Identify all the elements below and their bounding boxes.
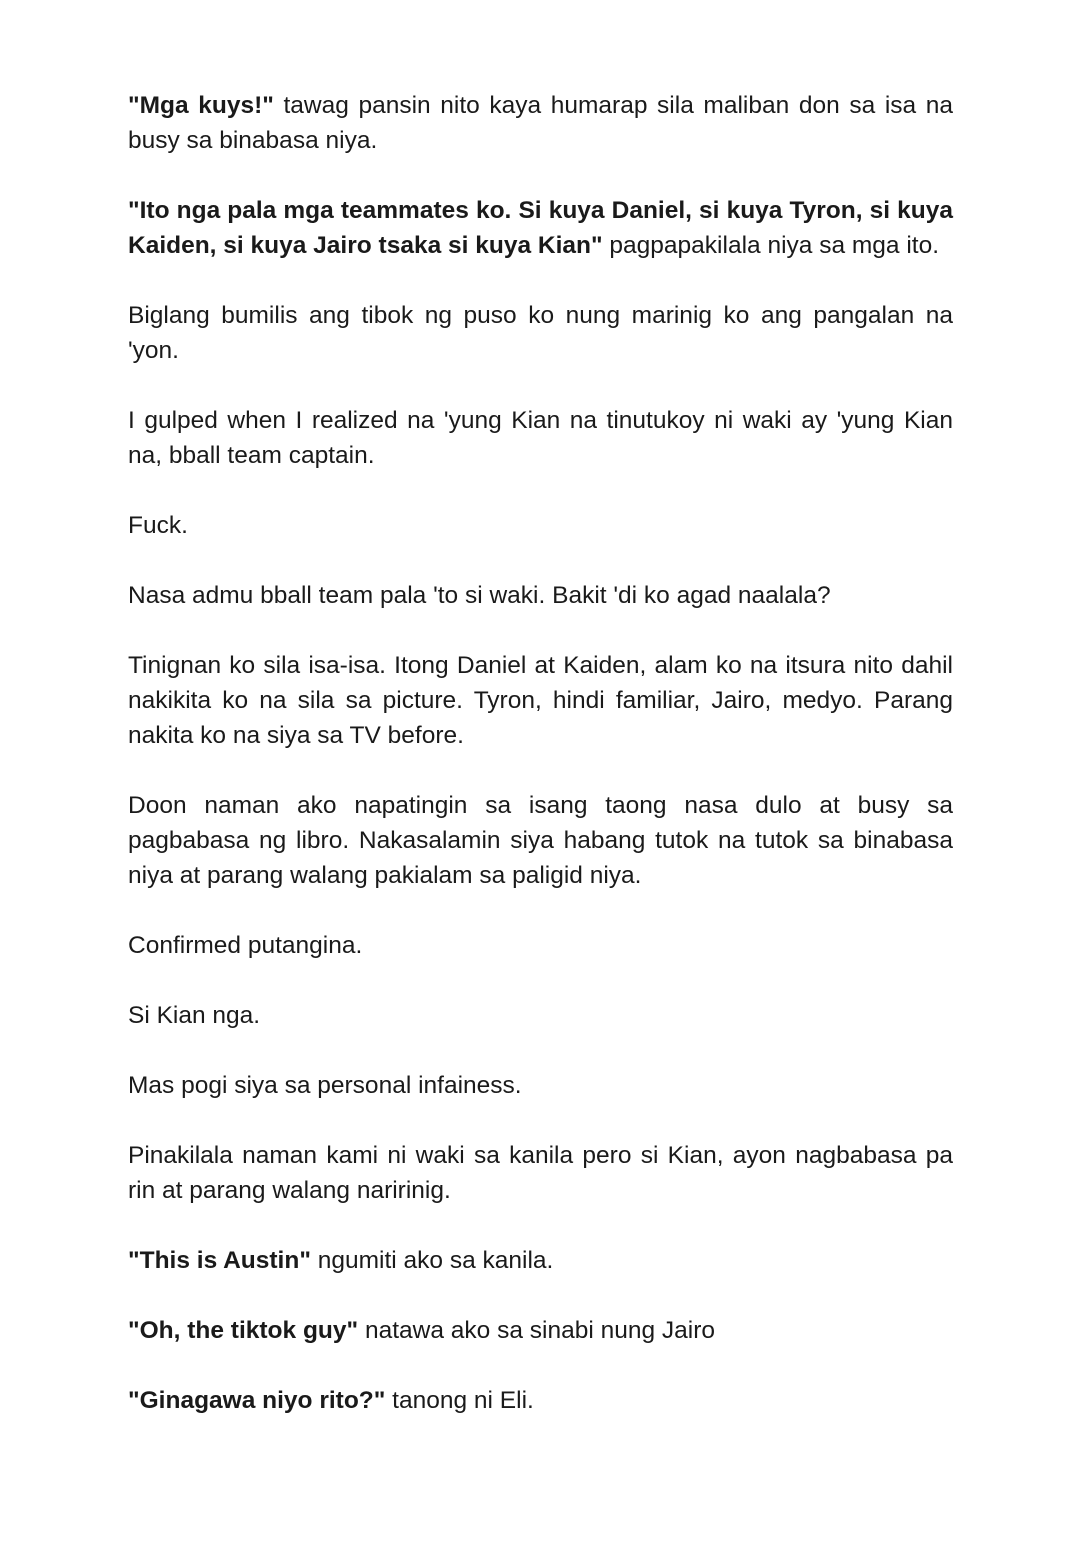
paragraph — [128, 578, 953, 613]
paragraph — [128, 298, 953, 368]
paragraph — [128, 1383, 953, 1418]
dialogue-bold: "Oh, the tiktok guy" — [128, 1317, 359, 1344]
paragraph — [128, 1138, 953, 1208]
paragraph — [128, 1068, 953, 1103]
paragraph-text: Si Kian nga. — [128, 1002, 261, 1029]
paragraph-text: Tinignan ko sila isa-isa. Itong Daniel at Kaiden, alam ko na itsura nito dahil nakikita ko na sila sa picture. Tyron, hindi familiar, Jairo, medyo. Parang nakita ko na siya sa TV before. — [128, 652, 953, 749]
paragraph-text: Fuck. — [128, 512, 188, 539]
paragraph — [128, 1243, 953, 1278]
paragraph-text: Pinakilala naman kami ni waki sa kanila pero si Kian, ayon nagbabasa pa rin at parang walang naririnig. — [128, 1142, 953, 1204]
paragraph — [128, 403, 953, 473]
paragraph — [128, 1313, 953, 1348]
paragraph — [128, 193, 953, 263]
paragraph — [128, 928, 953, 963]
paragraph-text: ngumiti ako sa kanila. — [310, 1247, 554, 1274]
paragraph-text: Biglang bumilis ang tibok ng puso ko nung marinig ko ang pangalan na 'yon. — [128, 302, 953, 364]
paragraph — [128, 88, 953, 158]
paragraph-text: pagpapakilala niya sa mga ito. — [602, 232, 940, 259]
paragraph — [128, 998, 953, 1033]
paragraph-text: Mas pogi siya sa personal infainess. — [128, 1072, 522, 1099]
paragraph-text: Doon naman ako napatingin sa isang taong nasa dulo at busy sa pagbabasa ng libro. Nakasalamin siya habang tutok na tutok sa binabasa niya at parang walang pakialam sa paligid niya. — [128, 792, 953, 889]
paragraph-text: tawag pansin nito kaya humarap sila maliban don sa isa na busy sa binabasa niya. — [128, 92, 954, 154]
paragraph-text: Nasa admu bball team pala 'to si waki. Bakit 'di ko agad naalala? — [128, 582, 831, 609]
paragraph-text: natawa ako sa sinabi nung Jairo — [358, 1317, 715, 1344]
paragraph-text: tanong ni Eli. — [385, 1387, 534, 1414]
dialogue-bold: "This is Austin" — [128, 1247, 311, 1274]
paragraph — [128, 508, 953, 543]
document-page — [128, 88, 953, 1418]
paragraph-text: I gulped when I realized na 'yung Kian na tinutukoy ni waki ay 'yung Kian na, bball team captain. — [128, 407, 953, 469]
dialogue-bold: "Mga kuys!" — [128, 92, 274, 119]
dialogue-bold: "Ito nga pala mga teammates ko. Si kuya Daniel, si kuya Tyron, si kuya Kaiden, si kuya Jairo tsaka si kuya Kian" — [128, 197, 953, 259]
paragraph-text: Confirmed putangina. — [128, 932, 363, 959]
paragraph — [128, 648, 953, 753]
paragraph — [128, 788, 953, 893]
dialogue-bold: "Ginagawa niyo rito?" — [128, 1387, 386, 1414]
